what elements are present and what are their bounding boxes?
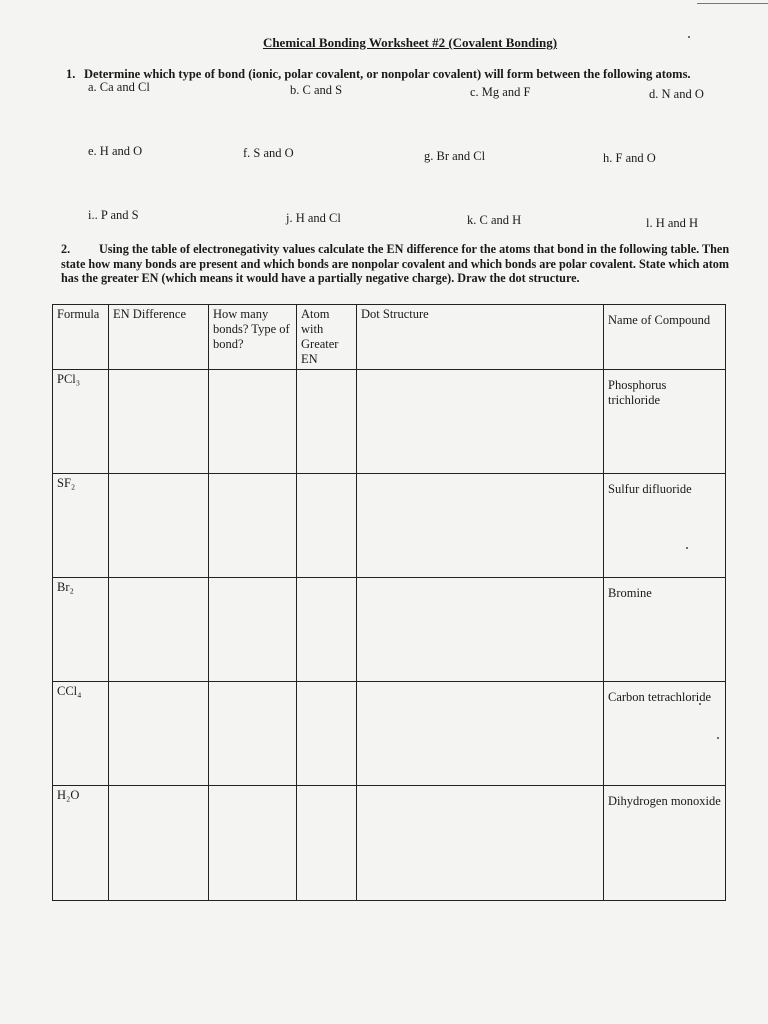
en-difference-cell[interactable]: [109, 786, 209, 901]
question-2-number: 2.: [61, 242, 71, 256]
header-name: Name of Compound: [604, 305, 726, 370]
atom-pair-h: h. F and O: [603, 151, 656, 165]
atom-pair-c: c. Mg and F: [470, 85, 531, 99]
worksheet-title: Chemical Bonding Worksheet #2 (Covalent Bonding): [262, 35, 558, 50]
atom-greater-en-cell[interactable]: [297, 474, 357, 578]
atom-greater-en-cell[interactable]: [297, 578, 357, 682]
bonds-cell[interactable]: [209, 474, 297, 578]
question-1-number: 1.: [66, 67, 76, 81]
en-difference-cell[interactable]: [109, 370, 209, 474]
scan-edge-line: [697, 3, 768, 4]
en-difference-cell[interactable]: [109, 474, 209, 578]
compound-name-cell: Bromine: [604, 578, 726, 682]
atom-pair-l: l. H and H: [646, 216, 699, 230]
header-en-difference: EN Difference: [109, 305, 209, 370]
formula-cell: PCl₃: [53, 370, 109, 474]
bonds-cell[interactable]: [209, 682, 297, 786]
en-difference-cell[interactable]: [109, 682, 209, 786]
dot-structure-cell[interactable]: [357, 474, 604, 578]
formula-cell: Br₂: [53, 578, 109, 682]
table-header-row: [53, 305, 726, 370]
header-formula: Formula: [53, 305, 109, 370]
atom-pair-f: f. S and O: [243, 146, 294, 160]
compound-name-cell: Sulfur difluoride: [604, 474, 726, 578]
bonds-cell[interactable]: [209, 370, 297, 474]
en-difference-cell[interactable]: [109, 578, 209, 682]
formula-cell: SF₂: [53, 474, 109, 578]
formula-cell: H₂O: [53, 786, 109, 901]
dot-structure-cell[interactable]: [357, 370, 604, 474]
atom-pair-e: e. H and O: [88, 144, 143, 158]
atom-greater-en-cell[interactable]: [297, 682, 357, 786]
question-2-prompt: [61, 242, 741, 286]
atom-pair-d: d. N and O: [649, 87, 704, 101]
atom-pair-i: i.. P and S: [88, 208, 139, 222]
table-row: [53, 786, 726, 901]
atom-pair-a: a. Ca and Cl: [88, 80, 150, 94]
compound-name-cell: Carbon tetrachloride: [604, 682, 726, 786]
dot-structure-cell[interactable]: [357, 682, 604, 786]
question-1-prompt: [66, 67, 691, 82]
bonds-cell[interactable]: [209, 786, 297, 901]
question-1-text: Determine which type of bond (ionic, polar covalent, or nonpolar covalent) will form between the following atoms.: [84, 67, 691, 81]
compound-name-cell: Phosphorus trichloride: [604, 370, 726, 474]
header-bonds: How many bonds? Type of bond?: [209, 305, 297, 370]
table-row: [53, 682, 726, 786]
table-row: [53, 474, 726, 578]
atom-greater-en-cell[interactable]: [297, 370, 357, 474]
bonding-table: [52, 304, 726, 901]
table-row: [53, 370, 726, 474]
compound-name-cell: Dihydrogen monoxide: [604, 786, 726, 901]
atom-greater-en-cell[interactable]: [297, 786, 357, 901]
dot-structure-cell[interactable]: [357, 786, 604, 901]
atom-pair-k: k. C and H: [467, 213, 522, 227]
header-dot-structure: Dot Structure: [357, 305, 604, 370]
dot-structure-cell[interactable]: [357, 578, 604, 682]
bonds-cell[interactable]: [209, 578, 297, 682]
question-2-text: Using the table of electronegativity values calculate the EN difference for the atoms that bond in the following table. Then state how many bonds are present and which bonds are nonpolar covalent and which bonds are polar covalent. State which atom has the greater EN (which means it would have a partially negative charge). Draw the dot structure.: [61, 242, 730, 285]
atom-pair-j: j. H and Cl: [286, 211, 341, 225]
header-atom-greater-en: Atom with Greater EN: [297, 305, 357, 370]
atom-pair-b: b. C and S: [290, 83, 343, 97]
atom-pair-g: g. Br and Cl: [424, 149, 486, 163]
formula-cell: CCl₄: [53, 682, 109, 786]
table-row: [53, 578, 726, 682]
